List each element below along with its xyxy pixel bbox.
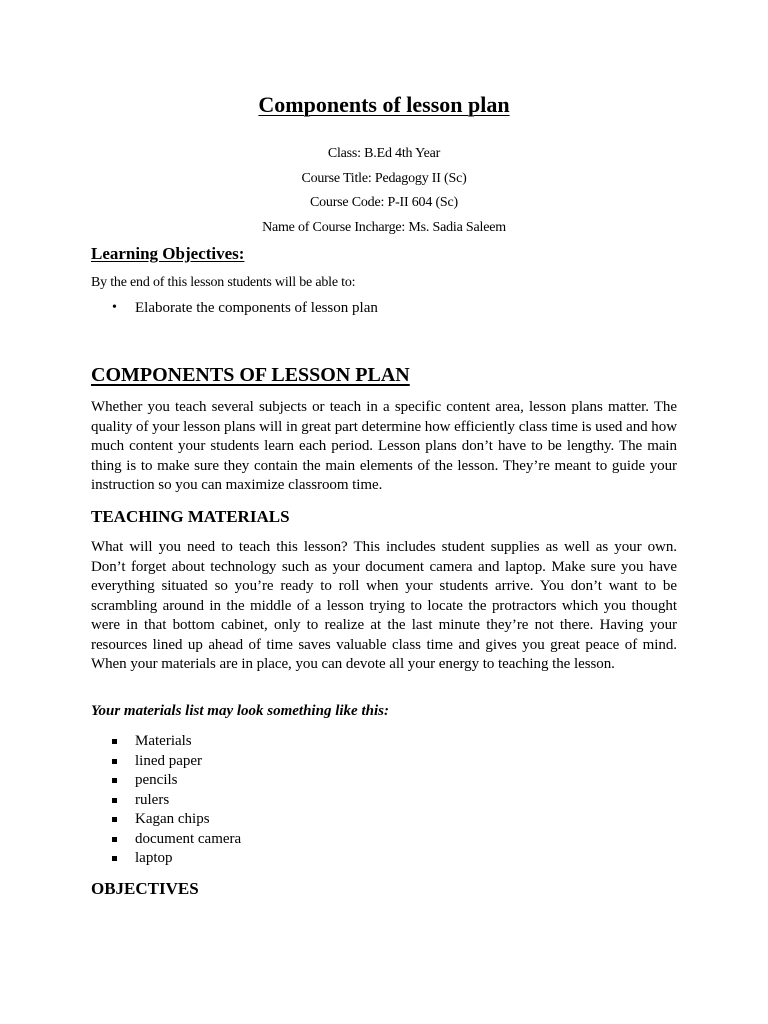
class-line: Class: B.Ed 4th Year (327, 146, 441, 161)
list-item-label: rulers (135, 791, 170, 808)
square-bullet-icon (112, 739, 117, 744)
list-item-label: laptop (135, 850, 173, 867)
document-title: Components of lesson plan (258, 92, 510, 117)
list-item-label: lined paper (135, 752, 203, 769)
list-item (112, 849, 412, 869)
learning-objective-item: Elaborate the components of lesson plan (135, 300, 378, 316)
list-item-label: document camera (135, 830, 242, 847)
teaching-materials-heading: TEACHING MATERIALS (91, 507, 290, 526)
list-item (112, 791, 412, 811)
course-title-line: Course Title: Pedagogy II (Sc) (301, 171, 467, 186)
list-item-label: pencils (135, 772, 178, 789)
square-bullet-icon (112, 817, 117, 822)
square-bullet-icon (112, 759, 117, 764)
learning-objectives-intro: By the end of this lesson students will be able to: (91, 275, 356, 290)
objectives-heading: OBJECTIVES (91, 879, 199, 898)
list-item (112, 732, 412, 752)
square-bullet-icon (112, 856, 117, 861)
components-paragraph: Whether you teach several subjects or teach in a specific content area, lesson plans matter. The quality of your lesson plans will in great part determine how efficiently class time is used and how much content your students learn each period. Lesson plans don’t have to be lengthy. The main thing is to make sure they contain the main elements of the lesson. They’re meant to guide your instruction so you can maximize classroom time. (91, 399, 677, 493)
learning-objectives-heading: Learning Objectives: (91, 244, 245, 263)
square-bullet-icon (112, 798, 117, 803)
list-item (112, 830, 412, 850)
course-incharge-line: Name of Course Incharge: Ms. Sadia Saleem (262, 220, 506, 235)
list-item-label: Kagan chips (135, 811, 210, 828)
course-code-line: Course Code: P-II 604 (Sc) (309, 195, 458, 210)
list-item (112, 810, 412, 830)
list-item-label: Materials (135, 733, 192, 750)
list-item (112, 771, 412, 791)
components-heading: COMPONENTS OF LESSON PLAN (91, 364, 410, 386)
materials-list (112, 732, 412, 869)
teaching-materials-paragraph: What will you need to teach this lesson? This includes student supplies as well as your own. Don’t forget about technology such as your document camera and laptop. Make sure you have everything situated so you’re ready to roll when your students arrive. You don’t want to be scrambling around in the middle of a lesson trying to locate the protractors which you thought were in that bottom cabinet, only to realize at the last minute they’re not there. Having your resources lined up ahead of time saves valuable class time and gives you great peace of mind. When your materials are in place, you can devote all your energy to teaching the lesson. (91, 539, 677, 672)
materials-list-intro: Your materials list may look something like this: (91, 703, 389, 719)
square-bullet-icon (112, 837, 117, 842)
square-bullet-icon (112, 778, 117, 783)
list-item (112, 752, 412, 772)
round-bullet-icon: • (112, 300, 117, 315)
